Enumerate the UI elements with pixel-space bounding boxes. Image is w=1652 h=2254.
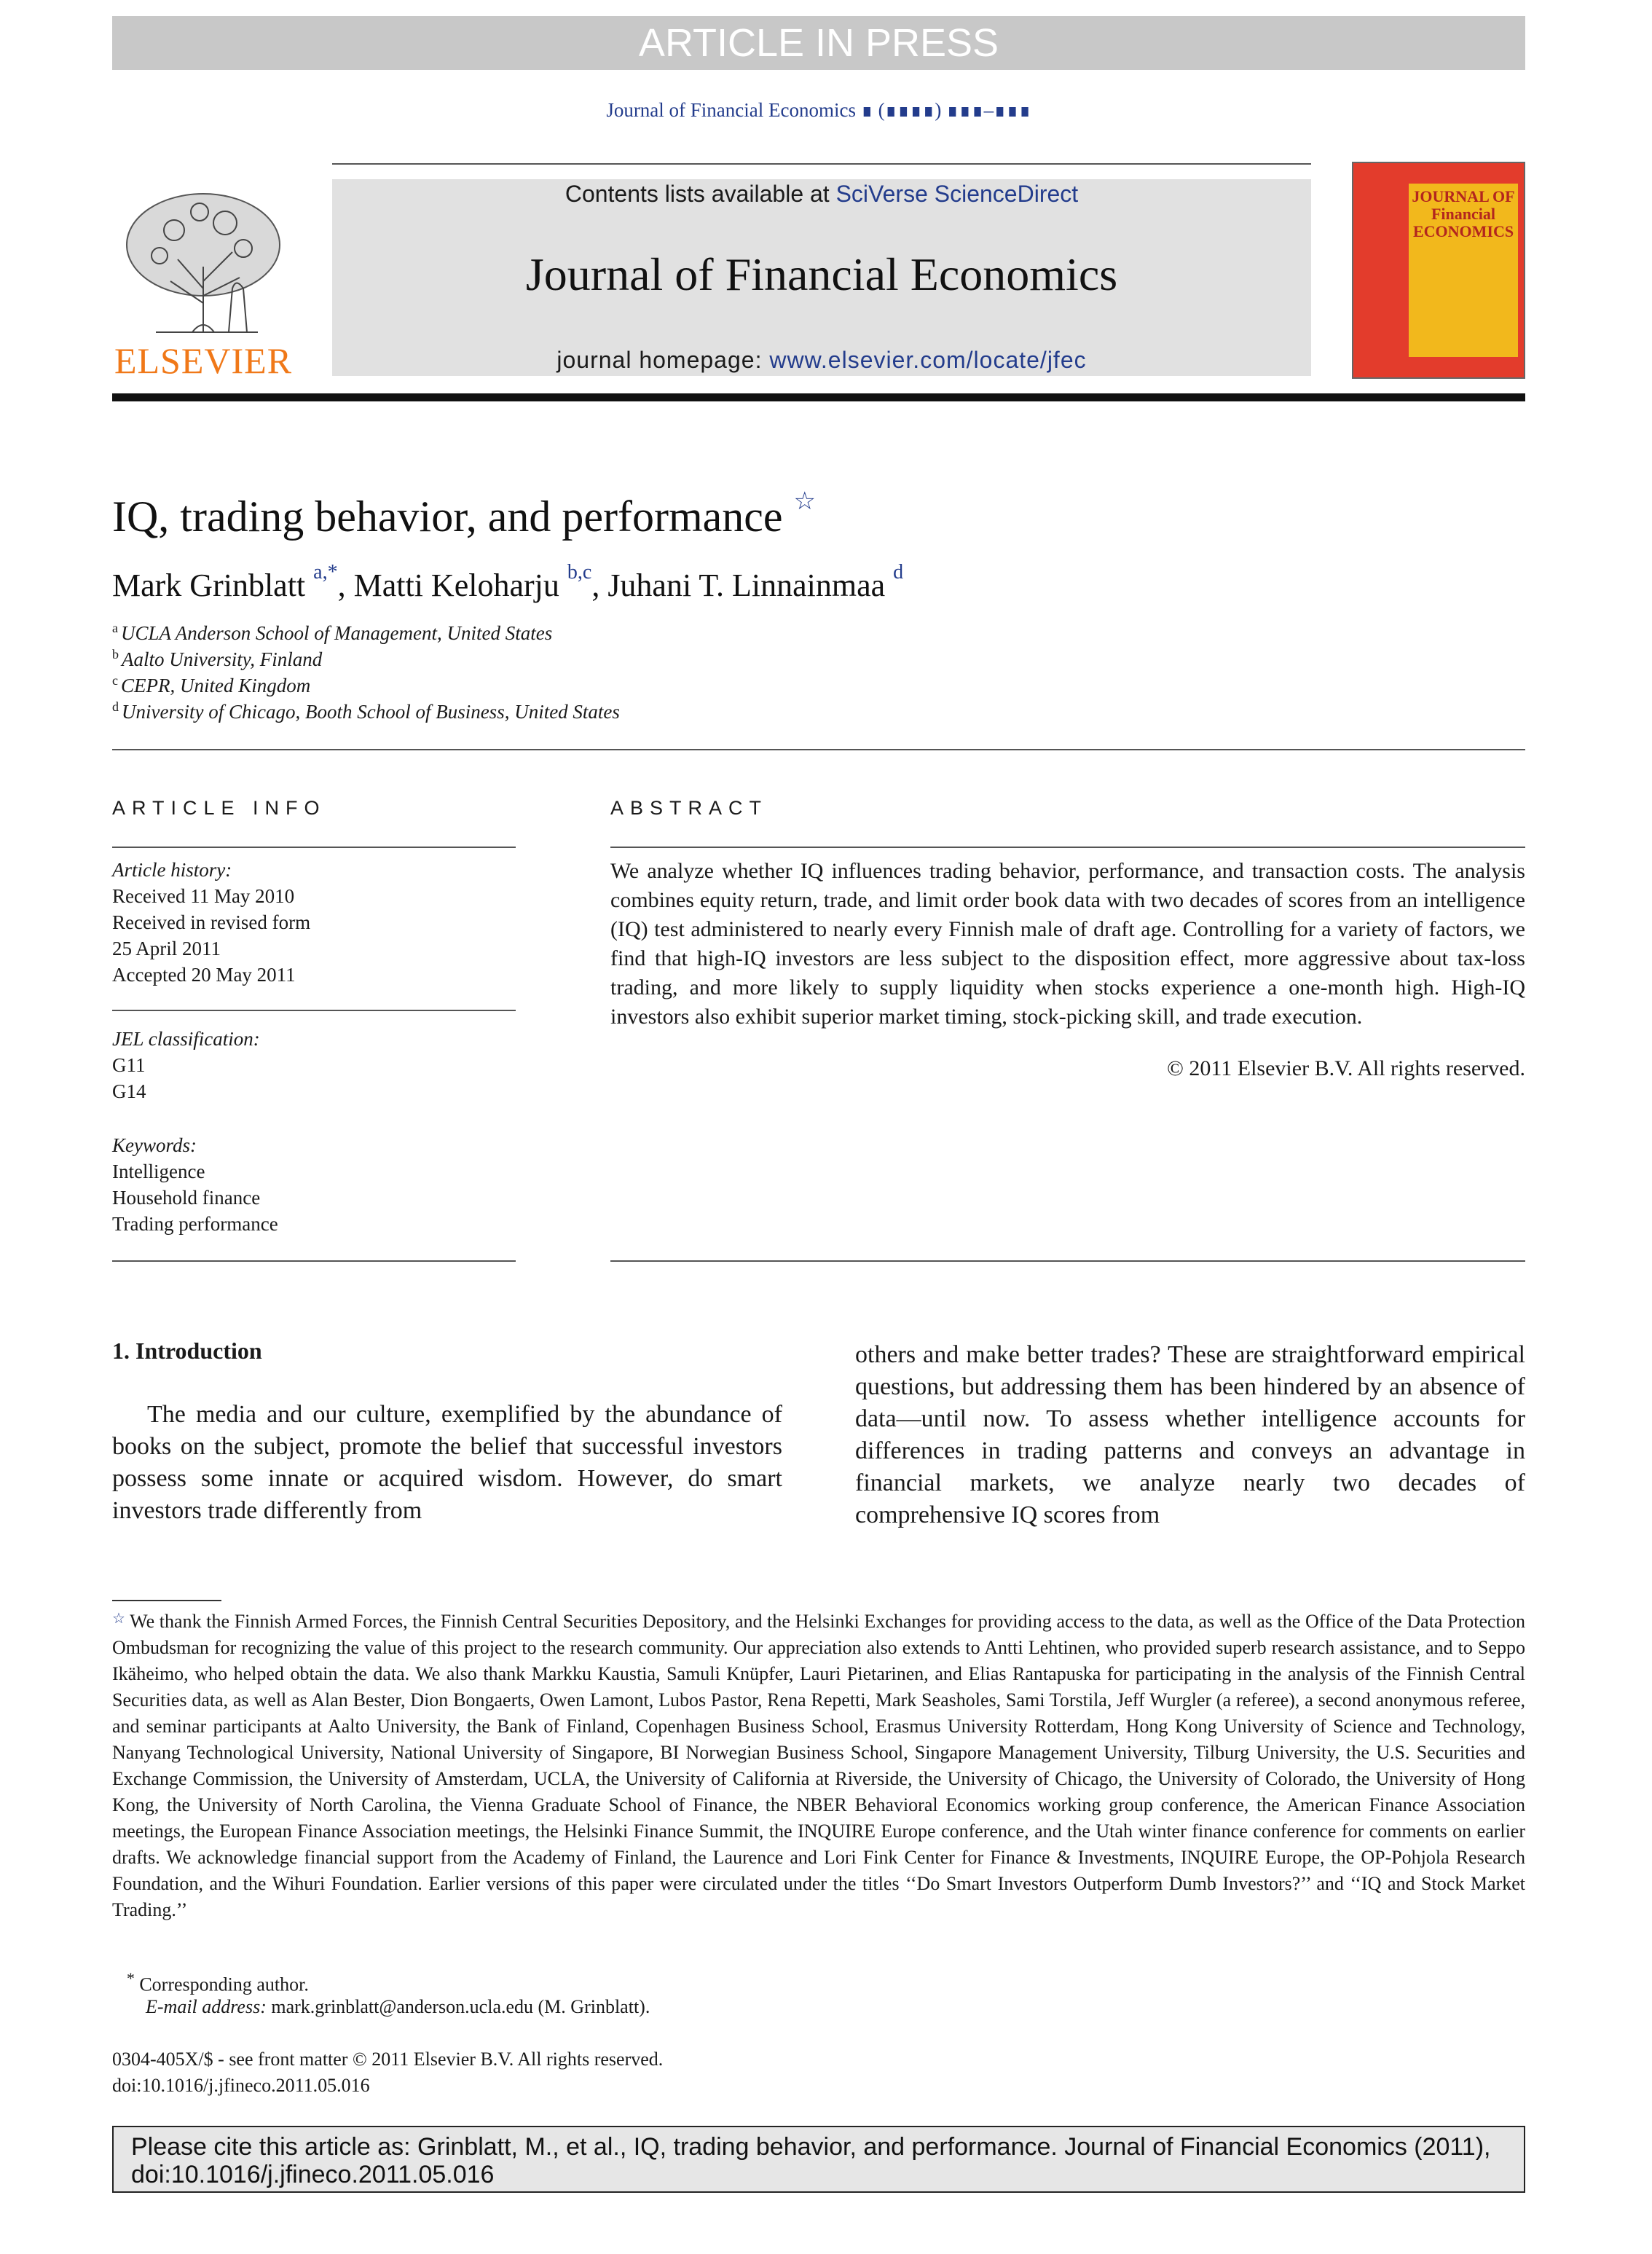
journal-reference[interactable]: Journal of Financial Economics ∎ (∎∎∎∎) ∎∎∎–∎∎∎ [606, 99, 1031, 121]
footnote-mark: ☆ [112, 1611, 126, 1627]
contents-prefix: Contents lists available at [565, 181, 836, 207]
issn-line: 0304-405X/$ - see front matter © 2011 Elsevier B.V. All rights reserved. [112, 2049, 664, 2070]
body-paragraph-left: The media and our culture, exemplified by the abundance of books on the subject, promote the belief that successful investors possess some innate or acquired wisdom. However, do smart investors trade differently from [112, 1401, 782, 1524]
affiliation-mark: c [112, 673, 118, 688]
info-rule [112, 847, 516, 848]
history-line: Received 11 May 2010 [112, 885, 295, 907]
history-line: Accepted 20 May 2011 [112, 964, 296, 986]
keywords [112, 1132, 278, 1237]
body-paragraph-right: others and make better trades? These are straightforward empirical questions, but addressing them has been hindered by an absence of data—until now. To assess whether intelligence accounts for differences in trading patterns and conveys an advantage in financial markets, we analyze nearly two decades of comprehensive IQ scores from [855, 1341, 1525, 1528]
header-divider [112, 749, 1525, 750]
email-note [146, 1996, 650, 2018]
history-line: 25 April 2011 [112, 938, 221, 959]
affiliation-text: Aalto University, Finland [122, 648, 323, 670]
doi-line[interactable]: doi:10.1016/j.jfineco.2011.05.016 [112, 2075, 370, 2096]
abstract-rule [610, 847, 1525, 848]
contents-line [332, 181, 1311, 208]
affiliation-mark: d [112, 699, 119, 714]
author-name: Matti Keloharju [353, 568, 559, 603]
affiliation [112, 699, 620, 723]
sciencedirect-link[interactable]: SciVerse ScienceDirect [835, 181, 1079, 207]
keyword: Trading performance [112, 1213, 278, 1235]
author-name: Mark Grinblatt [112, 568, 306, 603]
author-list: Mark Grinblatt $^{a,*}$, Matti Keloharju $^{b,c}$, Juhani T. Linnainmaa $^d$ [112, 561, 904, 603]
abstract-text: We analyze whether IQ influences trading behavior, performance, and transaction costs. The analysis combines equity return, trade, and limit order book data with two decades of scores from an intelligence (IQ) test administered to nearly every Finnish male of draft age. Controlling for a variety of factors, we find that high-IQ investors are less subject to the disposition effect, more aggressive about tax-loss trading, and more likely to supply liquidity when stocks experience a one-month high. High-IQ investors also exhibit superior market timing, stock-picking skill, and trade execution. [610, 859, 1525, 1029]
citation-box: Please cite this article as: Grinblatt, M., et al., IQ, trading behavior, and performance. Journal of Financial Economics (2011), doi:10.1016/j.jfineco.2011.05.016 [112, 2126, 1525, 2193]
masthead-top-rule [332, 163, 1311, 165]
email-label: E-mail address: [146, 1996, 267, 2017]
author-affiliation-mark[interactable]: b,c [567, 561, 592, 584]
homepage-link[interactable]: www.elsevier.com/locate/jfec [769, 347, 1087, 373]
article-in-press-banner: ARTICLE IN PRESS [112, 16, 1525, 70]
homepage-prefix: journal homepage: [556, 347, 770, 373]
section-heading-introduction: 1. Introduction [112, 1338, 262, 1364]
article-title-text: IQ, trading behavior, and performance [112, 492, 783, 541]
article-history [112, 857, 310, 988]
affiliation [112, 673, 310, 697]
keyword: Intelligence [112, 1161, 205, 1182]
corresponding-text: Corresponding author. [139, 1974, 309, 1995]
affiliation-text: University of Chicago, Booth School of Business, United States [122, 701, 620, 723]
abstract-copyright: © 2011 Elsevier B.V. All rights reserved. [1167, 1056, 1525, 1080]
affiliation-text: CEPR, United Kingdom [121, 675, 311, 696]
journal-homepage-line [332, 347, 1311, 374]
journal-title: Journal of Financial Economics [525, 248, 1118, 300]
footnote-rule [112, 1600, 221, 1601]
article-title [112, 487, 816, 542]
abstract-heading: ABSTRACT [610, 797, 768, 819]
affiliation-mark: b [112, 647, 119, 661]
abstract-rule [610, 1260, 1525, 1262]
acknowledgement-footnote [112, 1606, 1525, 1923]
corresponding-mark: * [127, 1970, 135, 1987]
history-label: Article history: [112, 859, 232, 881]
affiliation-mark: a [112, 621, 118, 635]
elsevier-wordmark: ELSEVIER [114, 340, 293, 381]
journal-cover-title: JOURNAL OF Financial ECONOMICS [1412, 187, 1515, 240]
info-rule [112, 1260, 516, 1262]
affiliation [112, 621, 552, 645]
acknowledgement-text: We thank the Finnish Armed Forces, the Finnish Central Securities Depository, and the Helsinki Exchanges for providing access to the data, as well as the Office of the Data Protection Ombudsman for recognizing the value of this project to the research community. Our appreciation also extends to Antti Lehtinen, who provided superb research assistance, and to Seppo Ikäheimo, who helped obtain the data. We also thank Markku Kaustia, Samuli Knüpfer, Lauri Pietarinen, and Elias Rantapuska for participating in the analysis of the Finnish Central Securities data, as well as Alan Bester, Dion Bongaerts, Owen Lamont, Lubos Pastor, Rena Repetti, Mark Seasholes, Sami Torstila, Jeff Wurgler (a referee), a second anonymous referee, and seminar participants at Aalto University, the Bank of Finland, Copenhagen Business School, Erasmus University Rotterdam, Hong Kong University of Science and Technology, Nanyang Technological University, National University of Singapore, BI Norwegian Business School, Singapore Management University, Tilburg University, the U.S. Securities and Exchange Commission, the University of Amsterdam, UCLA, the University of California at Riverside, the University of Chicago, the University of Colorado, the University of Hong Kong, the University of North Carolina, the Vienna Graduate School of Finance, the NBER Behavioral Economics working group conference, the American Finance Association meetings, the European Finance Association meetings, the Helsinki Finance Summit, the INQUIRE Europe conference, and the Utah winter finance conference for comments on earlier drafts. We acknowledge financial support from the Academy of Finland, the Laurence and Lori Fink Center for Finance & Investments, INQUIRE Europe, the OP-Pohjola Research Foundation, and the Wihuri Foundation. Earlier versions of this paper were circulated under the titles ‘‘Do Smart Investors Outperform Dumb Investors?’’ and ‘‘IQ and Stock Market Trading.’’ [112, 1611, 1526, 1920]
author-name: Juhani T. Linnainmaa [607, 568, 886, 603]
affiliation-text: UCLA Anderson School of Management, United States [121, 622, 553, 644]
author-affiliation-mark[interactable]: d [893, 561, 904, 584]
jel-label: JEL classification: [112, 1028, 260, 1050]
info-rule [112, 1010, 516, 1011]
keyword: Household finance [112, 1187, 261, 1209]
title-footnote-mark[interactable]: ☆ [793, 488, 817, 515]
email-address[interactable]: mark.grinblatt@anderson.ucla.edu (M. Grinblatt). [271, 1996, 650, 2017]
jel-classification [112, 1026, 260, 1104]
article-info-heading: ARTICLE INFO [112, 797, 326, 819]
keywords-label: Keywords: [112, 1134, 197, 1156]
affiliation [112, 647, 322, 671]
masthead-bottom-rule [112, 393, 1525, 401]
jel-code: G11 [112, 1054, 146, 1076]
history-line: Received in revised form [112, 911, 311, 933]
author-affiliation-mark[interactable]: a,* [313, 561, 338, 584]
jel-code: G14 [112, 1080, 146, 1102]
corresponding-author-note [127, 1970, 309, 1996]
